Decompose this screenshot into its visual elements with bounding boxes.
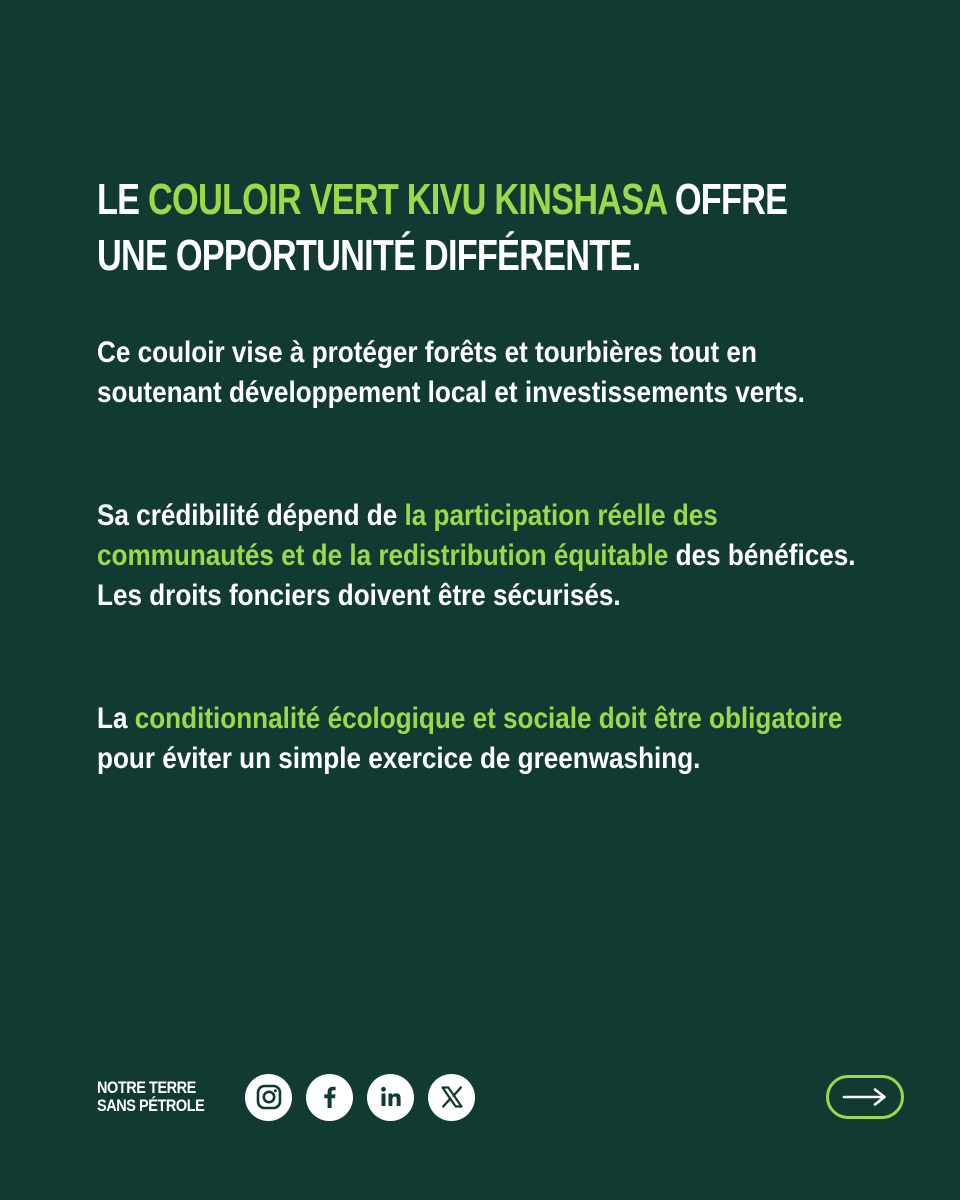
- next-button[interactable]: [826, 1075, 904, 1119]
- paragraph-3: [97, 699, 863, 779]
- facebook-button[interactable]: [306, 1074, 353, 1121]
- brand-logo: [97, 1079, 225, 1115]
- linkedin-icon: [377, 1083, 405, 1111]
- headline-line1: [97, 175, 787, 224]
- paragraph-3-start: La: [97, 702, 135, 735]
- brand-line-1: NOTRE TERRE: [97, 1078, 196, 1097]
- instagram-button[interactable]: [245, 1074, 292, 1121]
- brand-line-2: SANS PÉTROLE: [97, 1096, 205, 1115]
- headline-line2: UNE OPPORTUNITÉ DIFFÉRENTE.: [97, 231, 641, 280]
- paragraph-2-start: Sa crédibilité dépend de: [97, 499, 405, 532]
- paragraph-2-end: des bénéfices. Les droits fonciers doivent être sécurisés.: [97, 539, 856, 612]
- paragraph-3-highlight: conditionnalité écologique et sociale doit être obligatoire: [134, 702, 843, 735]
- headline-suffix: OFFRE: [666, 175, 788, 224]
- linkedin-button[interactable]: [367, 1074, 414, 1121]
- social-links: [245, 1074, 475, 1121]
- headline: [97, 172, 788, 284]
- footer: [97, 1072, 475, 1122]
- paragraph-1: Ce couloir vise à protéger forêts et tourbières tout en soutenant développement local et investissements verts.: [97, 336, 805, 409]
- headline-highlight: COULOIR VERT KIVU KINSHASA: [148, 175, 667, 224]
- paragraph-2-highlight: la participation réelle des communautés et de la redistribution équitable: [97, 499, 718, 572]
- facebook-icon: [316, 1083, 344, 1111]
- paragraph-2: [97, 496, 863, 616]
- x-icon: [439, 1084, 465, 1110]
- headline-prefix: LE: [97, 175, 149, 224]
- paragraph-3-end: pour éviter un simple exercice de greenwashing.: [97, 742, 701, 775]
- instagram-icon: [255, 1083, 283, 1111]
- arrow-right-icon: [840, 1086, 890, 1108]
- x-button[interactable]: [428, 1074, 475, 1121]
